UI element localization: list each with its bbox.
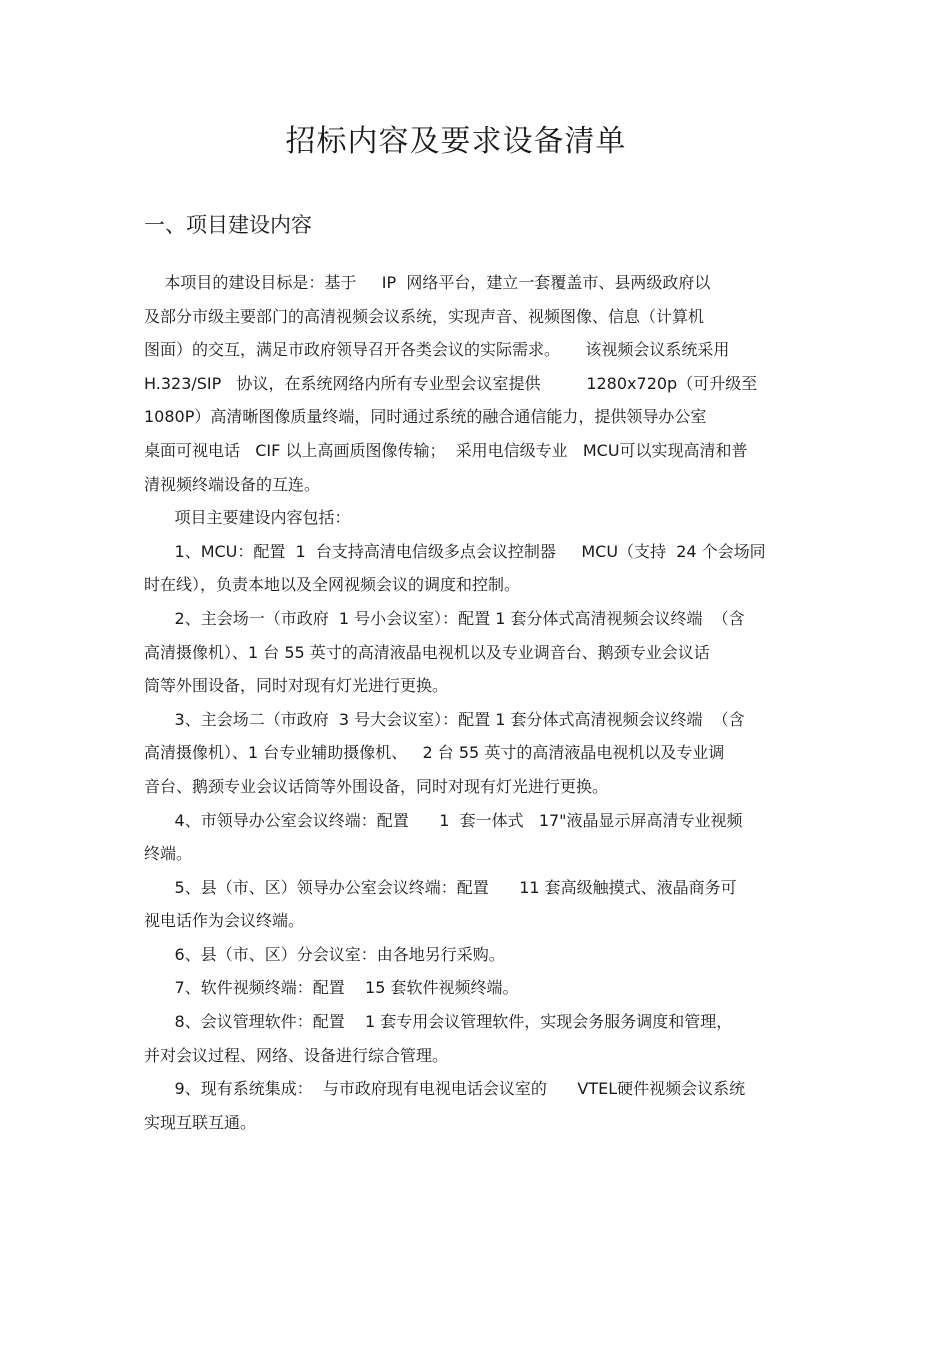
text-line: 8、会议管理软件：配置 1 套专用会议管理软件，实现会务服务调度和管理， (144, 1012, 733, 1032)
text-line: 终端。 (144, 844, 193, 864)
text-line: 桌面可视电话 CIF 以上高画质图像传输； 采用电信级专业 MCU可以实现高清和普 (144, 440, 748, 460)
paragraph (144, 501, 809, 535)
text-line: 清视频终端设备的互连。 (144, 474, 321, 494)
paragraph (144, 938, 809, 972)
text-line: 并对会议过程、网络、设备进行综合管理。 (144, 1045, 449, 1065)
paragraph (144, 971, 809, 1005)
document-title: 招标内容及要求设备清单 (285, 124, 627, 159)
text-line: 筒等外围设备，同时对现有灯光进行更换。 (144, 676, 449, 696)
paragraph (144, 804, 809, 871)
text-line: 实现互联互通。 (144, 1112, 257, 1132)
paragraph (144, 535, 809, 602)
text-line: 时在线），负责本地以及全网视频会议的调度和控制。 (144, 575, 521, 595)
text-line: 6、县（市、区）分会议室：由各地另行采购。 (144, 944, 505, 964)
paragraph (144, 1072, 809, 1139)
text-line: 2、主会场一（市政府 1 号小会议室）：配置 1 套分体式高清视频会议终端 （含 (144, 608, 745, 628)
text-line: 视电话作为会议终端。 (144, 911, 305, 931)
text-line: 5、县（市、区）领导办公室会议终端：配置 11 套高级触摸式、液晶商务可 (144, 877, 737, 897)
section-heading: 一、项目建设内容 (144, 213, 312, 237)
paragraph (144, 1005, 809, 1072)
text-line: 图面）的交互，满足市政府领导召开各类会议的实际需求。 该视频会议系统采用 (144, 340, 730, 360)
text-line: 本项目的建设目标是：基于 IP 网络平台，建立一套覆盖市、县两级政府以 (144, 273, 711, 292)
paragraph (144, 266, 809, 501)
text-line: 1080P）高清晰图像质量终端，同时通过系统的融合通信能力，提供领导办公室 (144, 407, 707, 427)
document-body (144, 266, 809, 1139)
text-line: 音台、鹅颈专业会议话筒等外围设备，同时对现有灯光进行更换。 (144, 776, 609, 796)
text-line: 1、MCU：配置 1 台支持高清电信级多点会议控制器 MCU（支持 24 个会场同 (144, 541, 766, 561)
text-line: 7、软件视频终端：配置 15 套软件视频终端。 (144, 978, 519, 998)
text-line: 9、现有系统集成： 与市政府现有电视电话会议室的 VTEL硬件视频会议系统 (144, 1079, 746, 1099)
text-line: H.323/SIP 协议，在系统网络内所有专业型会议室提供 1280x720p（可升级至 (144, 373, 758, 393)
paragraph (144, 703, 809, 804)
text-line: 项目主要建设内容包括： (144, 508, 351, 528)
text-line: 4、市领导办公室会议终端：配置 1 套一体式 17"液晶显示屏高清专业视频 (144, 810, 743, 830)
paragraph (144, 602, 809, 703)
text-line: 高清摄像机）、1 台 55 英寸的高清液晶电视机以及专业调音台、鹅颈专业会议话 (144, 642, 710, 662)
paragraph (144, 871, 809, 938)
text-line: 高清摄像机）、1 台专业辅助摄像机、 2 台 55 英寸的高清液晶电视机以及专业调 (144, 743, 725, 763)
text-line: 3、主会场二（市政府 3 号大会议室）：配置 1 套分体式高清视频会议终端 （含 (144, 709, 745, 729)
text-line: 及部分市级主要部门的高清视频会议系统，实现声音、视频图像、信息（计算机 (144, 306, 705, 326)
